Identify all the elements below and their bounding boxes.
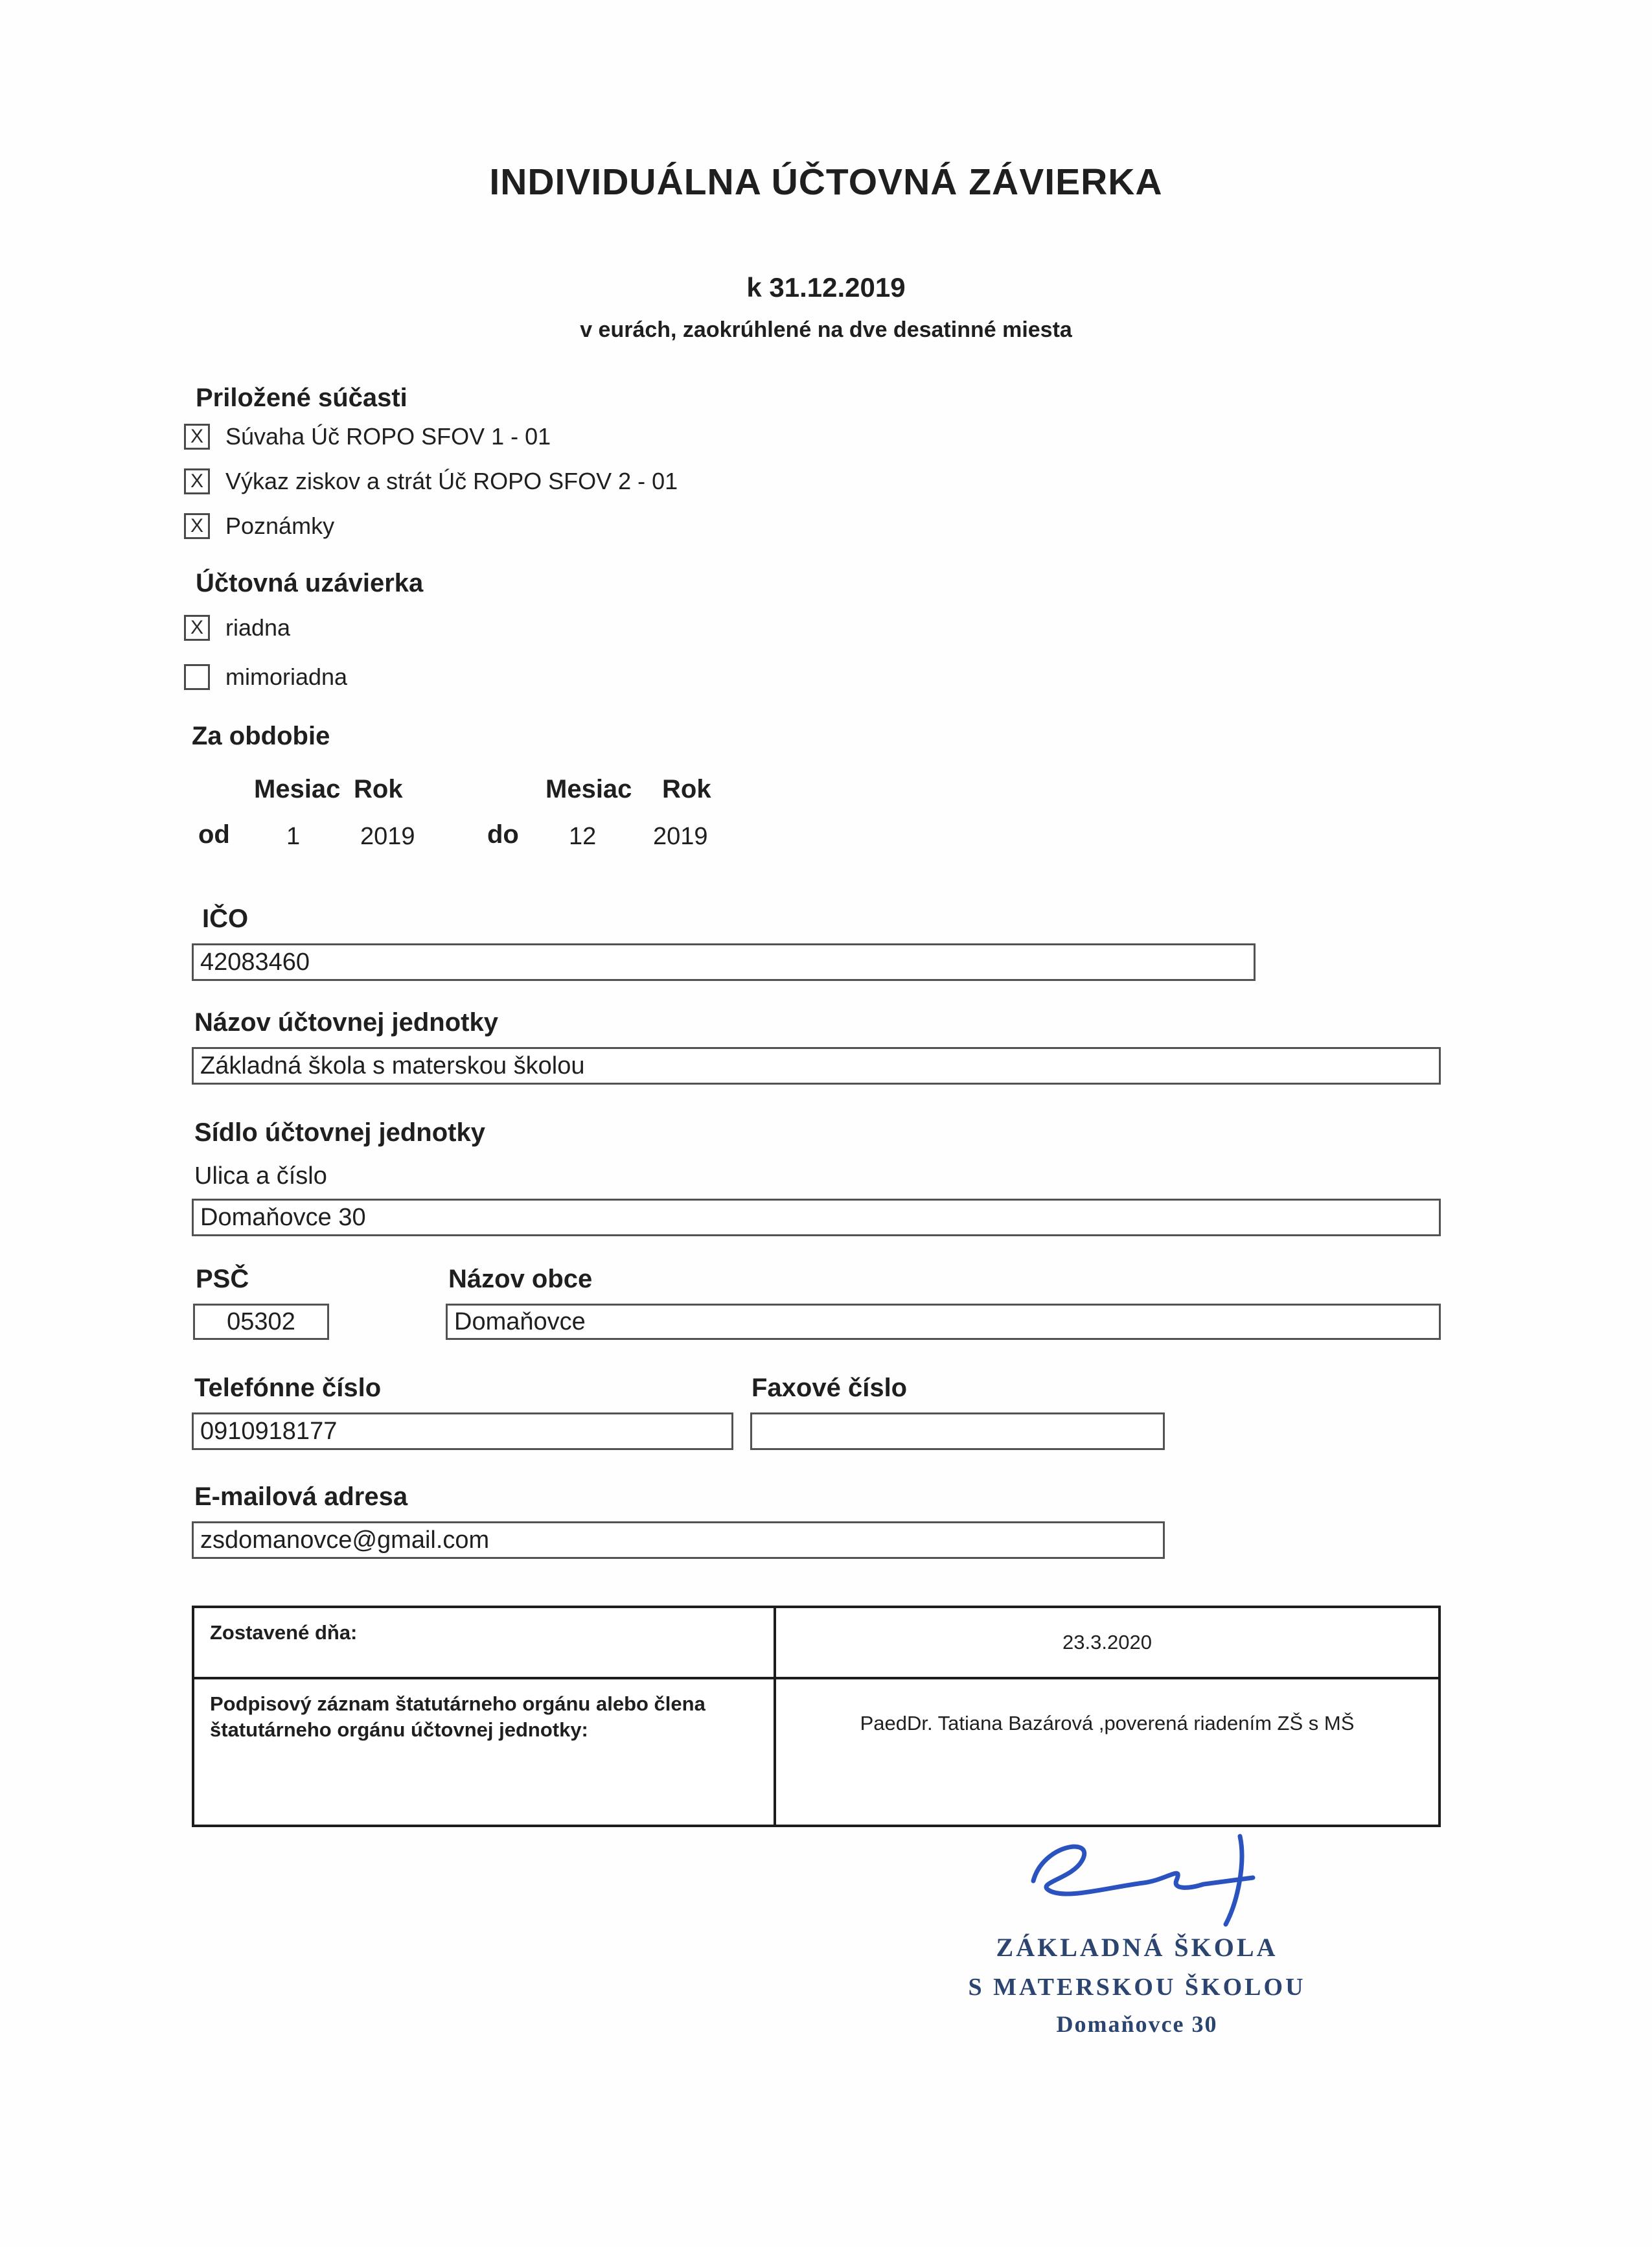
closing-label: riadna xyxy=(225,614,291,641)
period-to-month: 12 xyxy=(569,823,597,850)
period-from-label: od xyxy=(198,820,230,849)
stamp-line-3: Domaňovce 30 xyxy=(1056,2011,1218,2037)
email-field xyxy=(192,1521,1165,1559)
checkbox-riadna xyxy=(184,615,210,641)
handwritten-signature xyxy=(998,1826,1302,1933)
checkbox-mark: X xyxy=(190,515,203,536)
period-to-year: 2019 xyxy=(653,823,708,850)
signature-table xyxy=(192,1606,1441,1827)
email-value: zsdomanovce@gmail.com xyxy=(200,1526,490,1554)
zip-label: PSČ xyxy=(196,1265,249,1293)
email-label: E-mailová adresa xyxy=(194,1482,408,1511)
phone-label: Telefónne číslo xyxy=(194,1374,382,1402)
period-from-month-header: Mesiac xyxy=(254,775,341,803)
seat-heading: Sídlo účtovnej jednotky xyxy=(194,1118,485,1147)
signature-scribble xyxy=(998,1826,1302,1933)
period-from-year: 2019 xyxy=(360,823,415,850)
period-to-label: do xyxy=(487,820,519,849)
document-title: INDIVIDUÁLNA ÚČTOVNÁ ZÁVIERKA xyxy=(489,161,1163,203)
town-value: Domaňovce xyxy=(454,1308,586,1335)
closing-label: mimoriadna xyxy=(225,663,348,690)
ico-value: 42083460 xyxy=(200,948,310,976)
ico-field xyxy=(192,943,1256,981)
stamp-line-1: ZÁKLADNÁ ŠKOLA xyxy=(996,1933,1278,1962)
period-to-month-header: Mesiac xyxy=(545,775,632,803)
town-field xyxy=(446,1304,1441,1340)
closing-heading: Účtovná uzávierka xyxy=(196,569,424,597)
closing-row-mimoriadna xyxy=(184,663,347,691)
attachment-row-poznamky xyxy=(184,513,334,540)
signature-record-value: PaedDr. Tatiana Bazárová ,poverená riadením ZŠ s MŠ xyxy=(776,1677,1438,1825)
ico-label: IČO xyxy=(202,905,249,933)
closing-row-riadna xyxy=(184,614,290,641)
compiled-date-label: Zostavené dňa: xyxy=(194,1608,776,1677)
street-label: Ulica a číslo xyxy=(194,1162,327,1190)
school-stamp xyxy=(875,1932,1399,2038)
fax-label: Faxové číslo xyxy=(751,1374,908,1402)
fax-field xyxy=(750,1412,1165,1450)
period-from-month: 1 xyxy=(286,823,301,850)
document-subtitle: v eurách, zaokrúhlené na dve desatinné miesta xyxy=(580,317,1072,342)
street-value: Domaňovce 30 xyxy=(200,1203,366,1231)
attachment-label: Poznámky xyxy=(225,513,335,539)
town-label: Názov obce xyxy=(448,1265,593,1293)
entity-name-label: Názov účtovnej jednotky xyxy=(194,1008,498,1037)
zip-field xyxy=(193,1304,329,1340)
checkbox-suvaha xyxy=(184,424,210,450)
street-field xyxy=(192,1199,1441,1236)
period-to-year-header: Rok xyxy=(662,775,711,803)
attachment-row-vykaz xyxy=(184,468,678,495)
zip-value: 05302 xyxy=(227,1308,295,1335)
phone-value: 0910918177 xyxy=(200,1417,338,1445)
checkbox-vykaz xyxy=(184,468,210,494)
compiled-date-value: 23.3.2020 xyxy=(1062,1630,1152,1654)
attachment-label: Súvaha Úč ROPO SFOV 1 - 01 xyxy=(225,423,551,450)
attachment-label: Výkaz ziskov a strát Úč ROPO SFOV 2 - 01 xyxy=(225,468,678,494)
checkbox-mark: X xyxy=(190,470,203,492)
stamp-line-2: S MATERSKOU ŠKOLOU xyxy=(968,1974,1306,2001)
signature-record-label: Podpisový záznam štatutárneho orgánu alebo člena štatutárneho orgánu účtovnej jednotky: xyxy=(194,1677,776,1825)
phone-field xyxy=(192,1412,733,1450)
checkbox-mark: X xyxy=(190,617,203,638)
checkbox-poznamky xyxy=(184,513,210,539)
report-date: k 31.12.2019 xyxy=(746,272,906,303)
entity-name-field xyxy=(192,1047,1441,1085)
attachments-heading: Priložené súčasti xyxy=(196,384,407,412)
period-from-year-header: Rok xyxy=(354,775,403,803)
attachment-row-suvaha xyxy=(184,423,551,450)
checkbox-mark: X xyxy=(190,426,203,447)
checkbox-mimoriadna xyxy=(184,664,210,690)
period-heading: Za obdobie xyxy=(192,722,330,750)
entity-name-value: Základná škola s materskou školou xyxy=(200,1052,585,1079)
